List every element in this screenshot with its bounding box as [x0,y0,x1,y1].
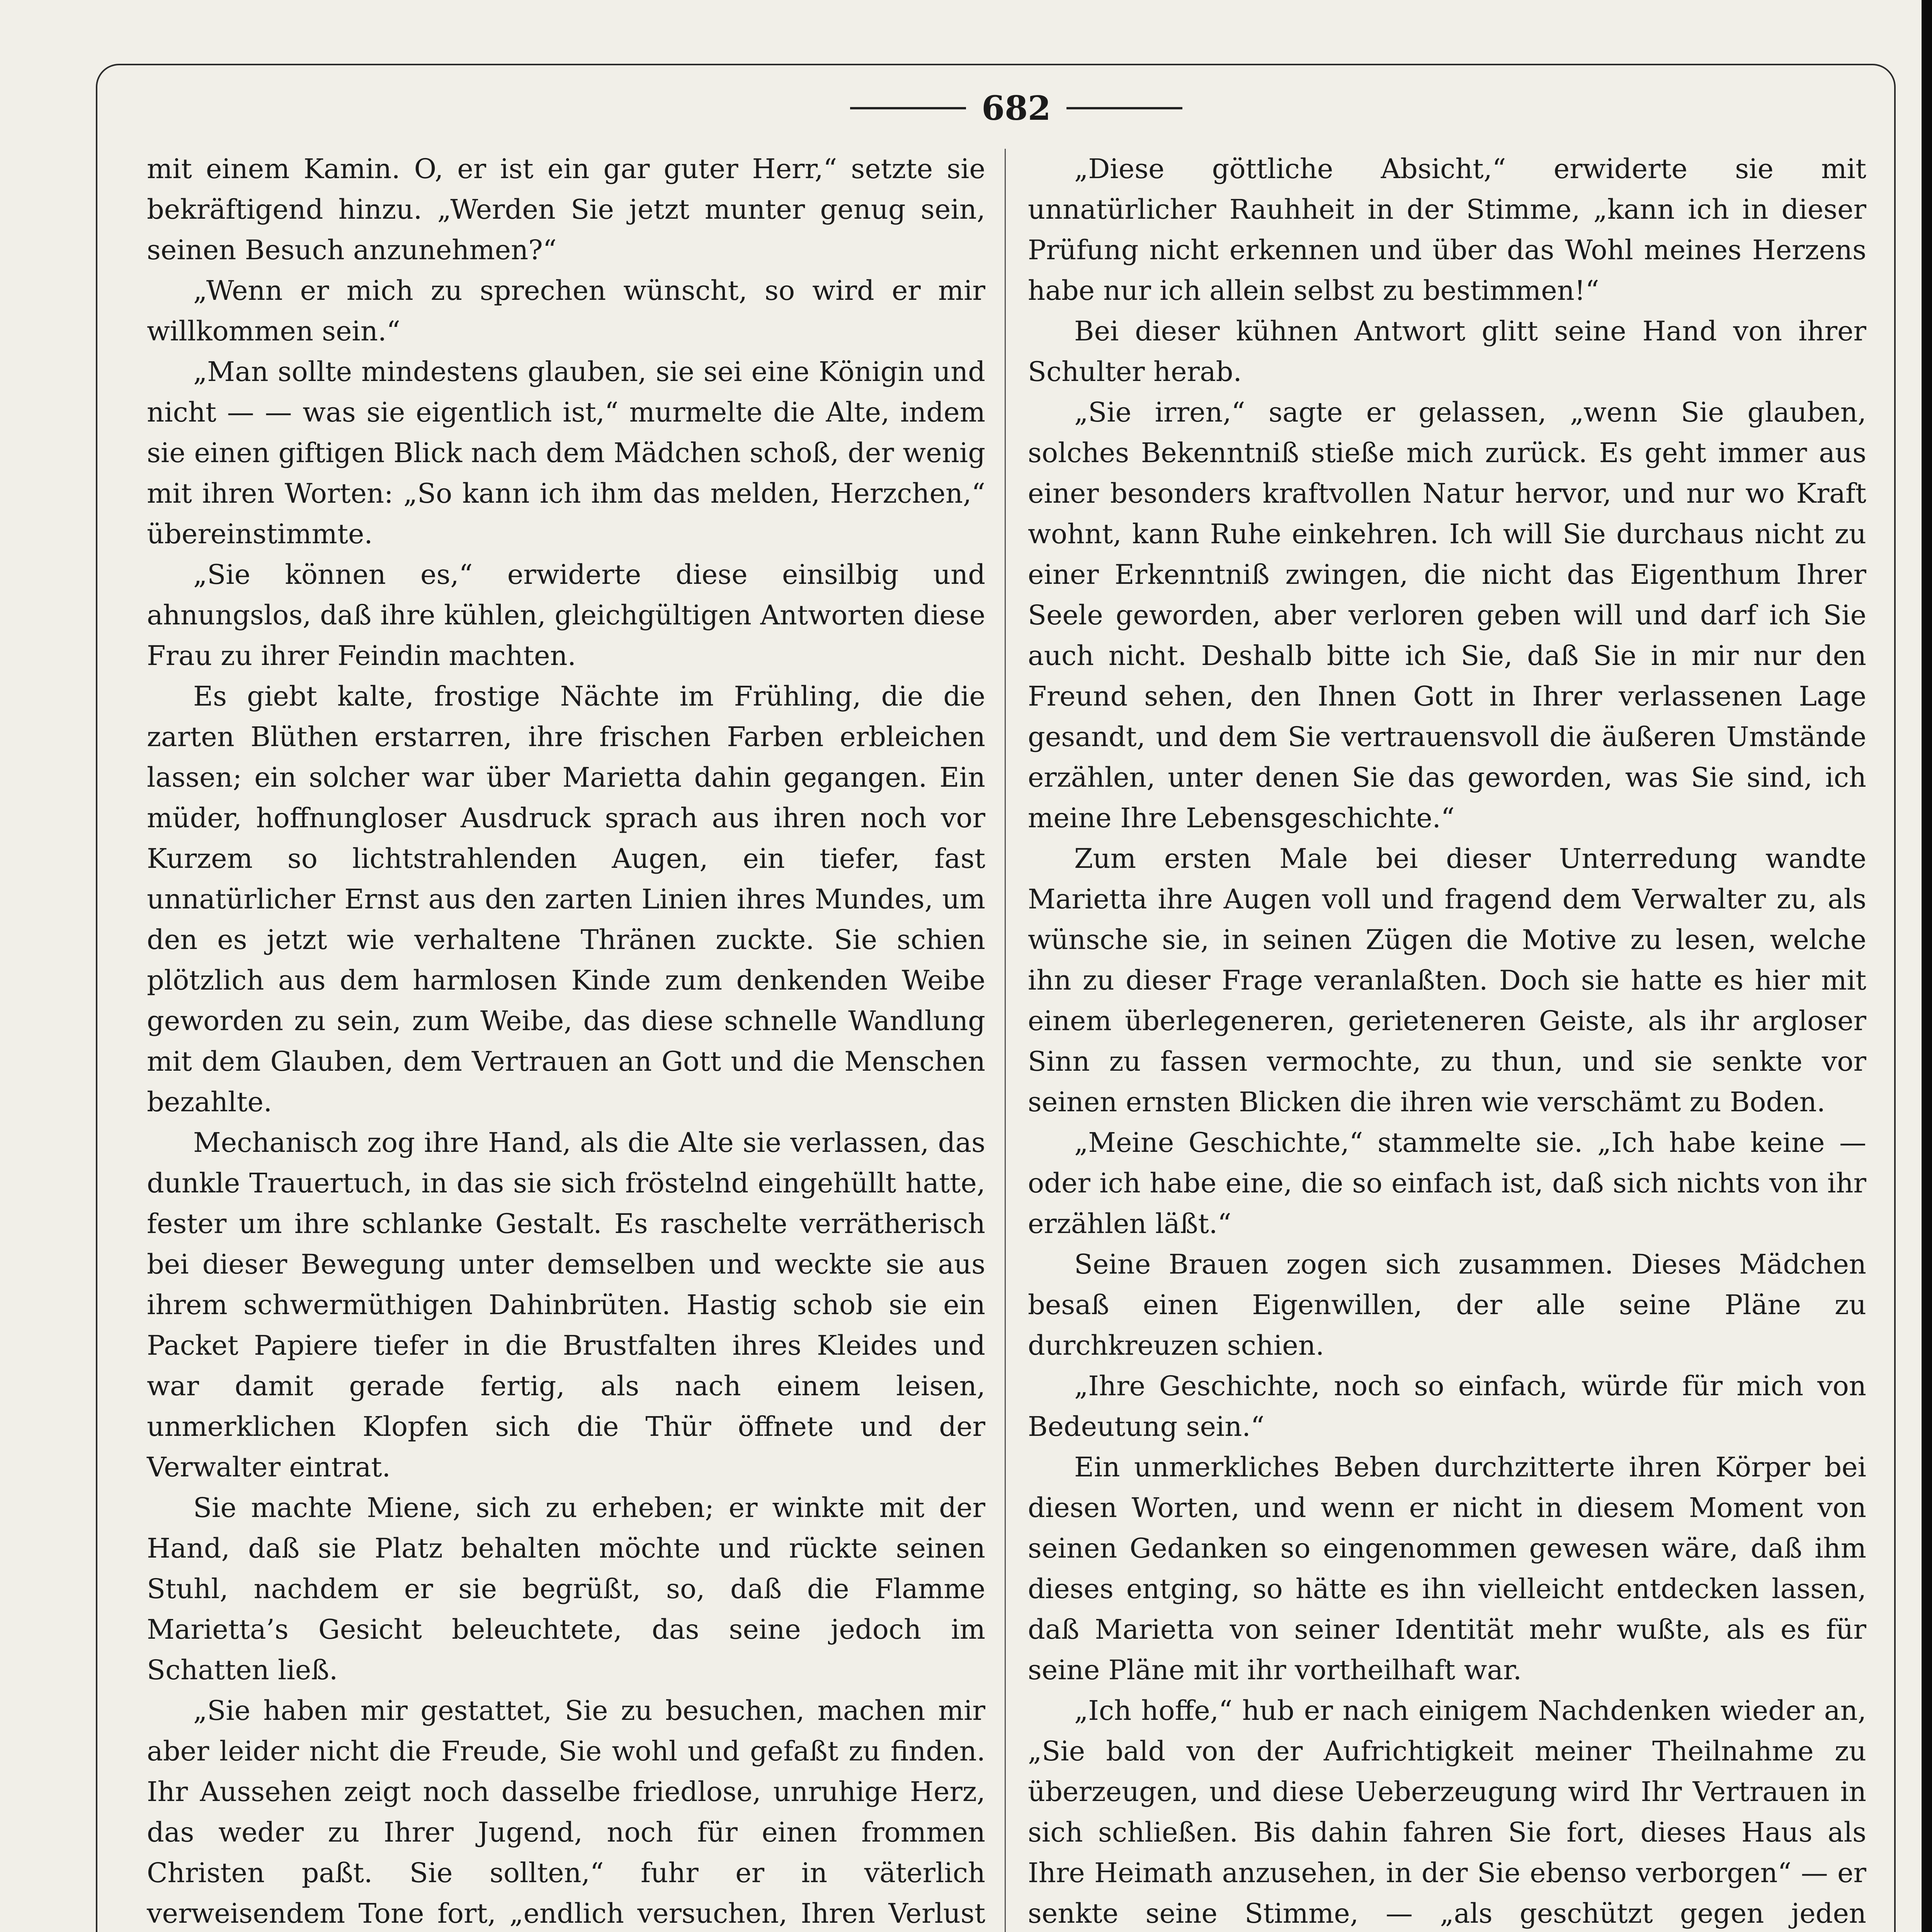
paragraph: „Sie haben mir gestattet, Sie zu besuchen, machen mir aber leider nicht die Freude, Sie wohl und gefaßt zu finden. Ihr Aussehen zeigt noch dasselbe friedlose, unruhige Herz, das weder zu Ihrer Jugend, noch für einen frommen Christen paßt. Sie sollten,“ fuhr er in väterlich verweisendem Tone fort, „endlich versuchen, Ihren Verlust [147,1695,985,1929]
page-header [842,77,1190,139]
paragraph: „Ich hoffe,“ hub er nach einigem Nachdenken wieder an, „Sie bald von der Aufrichtigkeit meiner Theilnahme zu überzeugen, und diese Ueberzeugung wird Ihr Vertrauen in sich schließen. Bis dahin fahren Sie fort, dieses Haus als Ihre Heimath anzusehen, in der Sie ebenso verborgen“ — er senkte seine Stimme, — „als geschützt gegen jeden [1028,1695,1866,1929]
left-column [147,149,985,1932]
right-column [1028,149,1866,1932]
paragraph: „Sie irren,“ sagte er gelassen, „wenn Sie glauben, solches Bekenntniß stieße mich zurück. Es geht immer aus einer besonders kraftvollen Natur hervor, und nur wo Kraft wohnt, kann Ruhe einkehren. Ich will Sie durchaus nicht zu einer Erkenntniß zwingen, die nicht das Eigenthum Ihrer Seele geworden, aber verloren geben will und darf ich Sie auch nicht. Deshalb bitte ich Sie, daß Sie in mir nur den Freund sehen, den Ihnen Gott in Ihrer verlassenen Lage gesandt, und dem Sie vertrauensvoll die äußeren Umstände erzählen, unter denen Sie das geworden, was Sie sind, ich meine Ihre Lebensgeschichte.“ [1028,396,1866,834]
paragraph: mit einem Kamin. O, er ist ein gar guter Herr,“ setzte sie bekräftigend hinzu. „Werden Sie jetzt munter genug sein, seinen Besuch anzunehmen?“ [147,153,985,266]
paragraph: Zum ersten Male bei dieser Unterredung wandte Marietta ihre Augen voll und fragend dem Verwalter zu, als wünsche sie, in seinen Zügen die Motive zu lesen, welche ihn zu dieser Frage veranlaßten. Doch sie hatte es hier mit einem überlegeneren, gerieteneren Geiste, als ihr argloser Sinn zu fassen vermochte, zu thun, und sie senkte vor seinen ernsten Blicken die ihren wie verschämt zu Boden. [1028,843,1866,1118]
paragraph: Bei dieser kühnen Antwort glitt seine Hand von ihrer Schulter herab. [1028,315,1866,388]
paragraph: „Man sollte mindestens glauben, sie sei eine Königin und nicht — — was sie eigentlich ist,“ murmelte die Alte, indem sie einen giftigen Blick nach dem Mädchen schoß, der wenig mit ihren Worten: „So kann ich ihm das melden, Herzchen,“ übereinstimmte. [147,356,985,550]
column-divider [1005,149,1006,1932]
paragraph: Es giebt kalte, frostige Nächte im Frühling, die die zarten Blüthen erstarren, ihre frischen Farben erbleichen lassen; ein solcher war über Marietta dahin gegangen. Ein müder, hoffnungloser Ausdruck sprach aus ihren noch vor Kurzem so lichtstrahlenden Augen, ein tiefer, fast unnatürlicher Ernst aus den zarten Linien ihres Mundes, um den es jetzt wie verhaltene Thränen zuckte. Sie schien plötzlich aus dem harmlosen Kinde zum denkenden Weibe geworden zu sein, zum Weibe, das diese schnelle Wandlung mit dem Glauben, dem Vertrauen an Gott und die Menschen bezahlte. [147,680,985,1118]
paragraph: Ein unmerkliches Beben durchzitterte ihren Körper bei diesen Worten, und wenn er nicht in diesem Moment von seinen Gedanken so eingenommen gewesen wäre, daß ihm dieses entging, so hätte es ihn vielleicht entdecken lassen, daß Marietta von seiner Identität mehr wußte, als es für seine Pläne mit ihr vortheilhaft war. [1028,1451,1866,1686]
paragraph: „Meine Geschichte,“ stammelte sie. „Ich habe keine — oder ich habe eine, die so einfach ist, daß sich nichts von ihr erzählen läßt.“ [1028,1127,1866,1240]
paragraph: „Diese göttliche Absicht,“ erwiderte sie mit unnatürlicher Rauhheit in der Stimme, „kann ich in dieser Prüfung nicht erkennen und über das Wohl meines Herzens habe nur ich allein selbst zu bestimmen!“ [1028,153,1866,306]
paragraph: Mechanisch zog ihre Hand, als die Alte sie verlassen, das dunkle Trauertuch, in das sie sich fröstelnd eingehüllt hatte, fester um ihre schlanke Gestalt. Es raschelte verrätherisch bei dieser Bewegung unter demselben und weckte sie aus ihrem schwermüthigen Dahinbrüten. Hastig schob sie ein Packet Papiere tiefer in die Brustfalten ihres Kleides und war damit gerade fertig, als nach einem leisen, unmerklichen Klopfen sich die Thür öffnete und der Verwalter eintrat. [147,1127,985,1483]
scan-edge [1922,0,1932,1932]
paragraph: „Wenn er mich zu sprechen wünscht, so wird er mir willkommen sein.“ [147,275,985,347]
page-number: 682 [981,88,1051,128]
header-rule-right [1066,107,1182,109]
paragraph: „Sie können es,“ erwiderte diese einsilbig und ahnungslos, daß ihre kühlen, gleichgültigen Antworten diese Frau zu ihrer Feindin machten. [147,559,985,672]
header-rule-left [850,107,966,109]
paragraph: Seine Brauen zogen sich zusammen. Dieses Mädchen besaß einen Eigenwillen, der alle seine Pläne zu durchkreuzen schien. [1028,1248,1866,1361]
paragraph: „Ihre Geschichte, noch so einfach, würde für mich von Bedeutung sein.“ [1028,1370,1866,1442]
paragraph: Sie machte Miene, sich zu erheben; er winkte mit der Hand, daß sie Platz behalten möchte und rückte seinen Stuhl, nachdem er sie begrüßt, so, daß die Flamme Marietta’s Gesicht beleuchtete, das seine jedoch im Schatten ließ. [147,1492,985,1686]
